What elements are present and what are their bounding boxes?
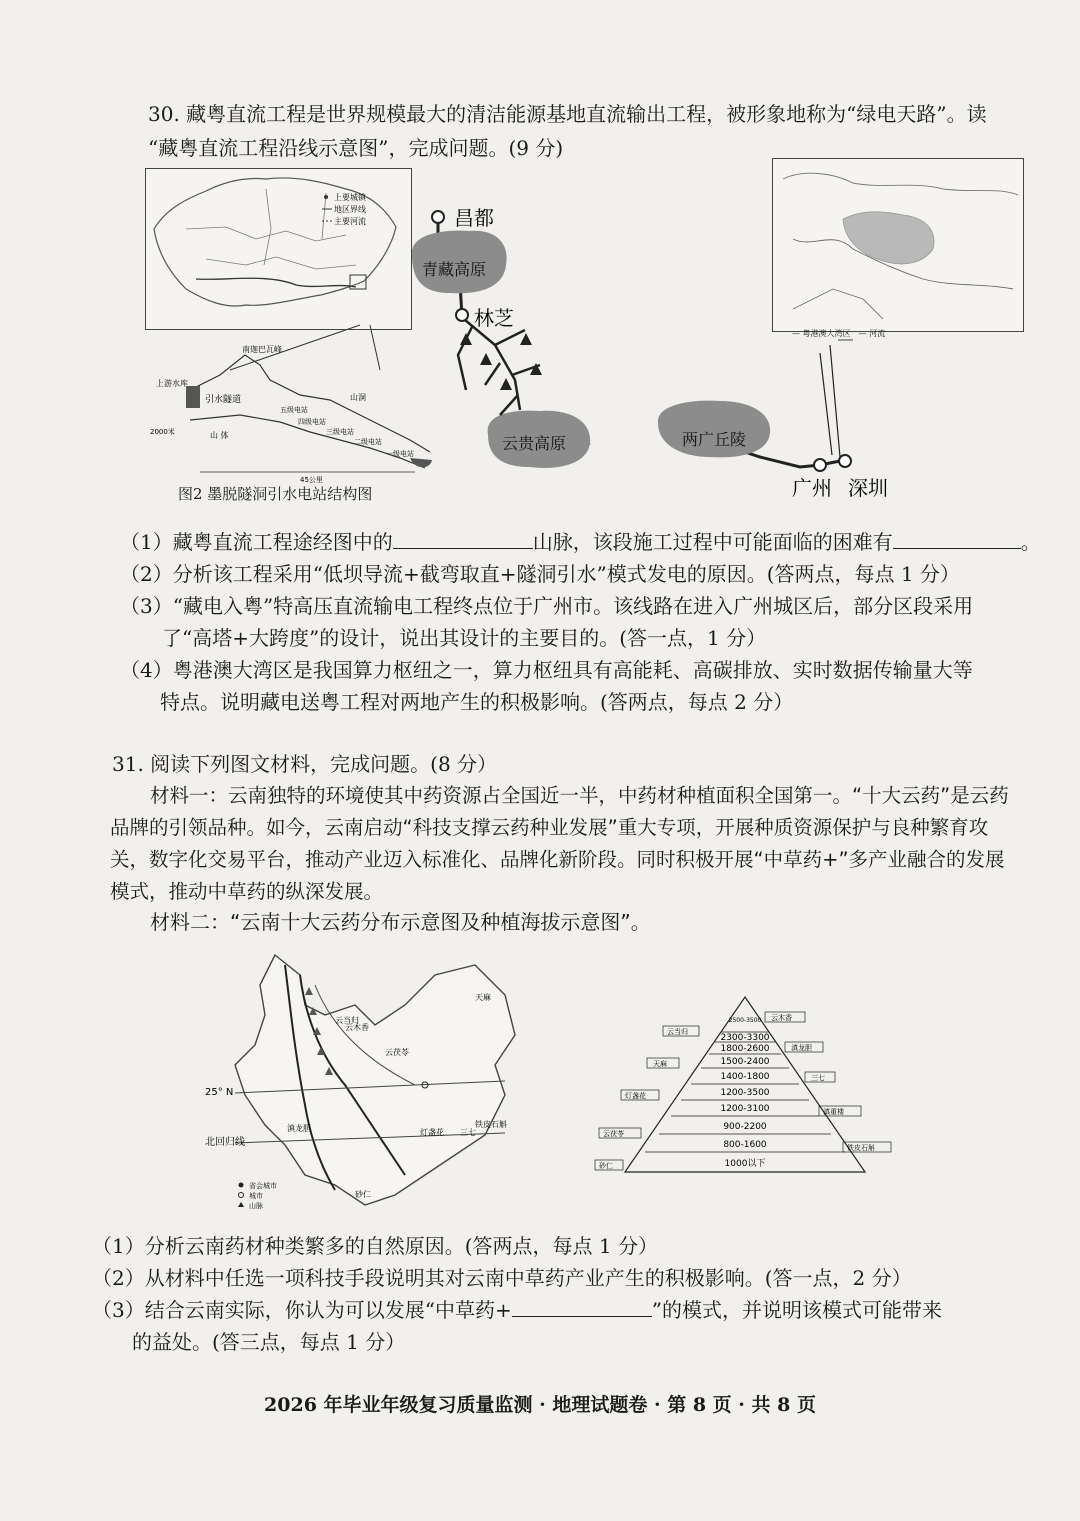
svg-text:三七: 三七 [811, 1074, 825, 1082]
svg-text:主要河流: 主要河流 [334, 217, 366, 226]
pyramid-left-labels [595, 1026, 699, 1170]
svg-text:云茯苓: 云茯苓 [385, 1048, 409, 1057]
altitude-pyramid [595, 992, 895, 1177]
pyramid-ranges [720, 1017, 769, 1169]
q31-sub3-line1: （3）结合云南实际，你认为可以发展“中草药+ ”的模式，并说明该模式可能带来 [92, 1294, 942, 1326]
svg-text:1500-2400: 1500-2400 [720, 1057, 770, 1067]
q30-sub4-line2: 特点。说明藏电送粤工程对两地产生的积极影响。(答两点，每点 2 分） [160, 690, 794, 714]
fig2-caption: 图2 墨脱隧洞引水电站结构图 [178, 485, 373, 503]
q30-sub1: （1）藏粤直流工程途经图中的 山脉，该段施工过程中可能面临的困难有 。 [120, 526, 1041, 558]
q30-sub2: （2）分析该工程采用“低坝导流+截弯取直+隧洞引水”模式发电的原因。(答两点，每点 1 分） [120, 562, 960, 586]
svg-text:25° N: 25° N [205, 1087, 234, 1098]
q30-sub4-line1: （4）粤港澳大湾区是我国算力枢纽之一，算力枢纽具有高能耗、高碳排放、实时数据传输量大等 [120, 658, 973, 682]
svg-text:45公里: 45公里 [300, 476, 323, 484]
pyramid-right-labels [765, 1012, 891, 1152]
svg-text:铁皮石斛: 铁皮石斛 [475, 1120, 507, 1129]
svg-text:800-1600: 800-1600 [723, 1140, 767, 1150]
label-yungui: 云贵高原 [502, 434, 567, 453]
svg-text:1000以下: 1000以下 [724, 1159, 766, 1169]
svg-text:三级电站: 三级电站 [326, 428, 354, 436]
q31-sub1: （1）分析云南药材种类繁多的自然原因。(答两点，每点 1 分） [92, 1234, 658, 1258]
svg-text:天麻: 天麻 [653, 1060, 667, 1068]
q31-sub3-line2: 的益处。(答三点，每点 1 分） [132, 1330, 406, 1354]
svg-text:引水隧道: 引水隧道 [205, 395, 242, 405]
svg-text:山脉: 山脉 [249, 1202, 263, 1210]
q30-stem-line2: “藏粤直流工程沿线示意图”，完成问题。(9 分) [148, 136, 564, 160]
svg-text:2500-3500: 2500-3500 [728, 1017, 762, 1024]
label-qinghai: 青藏高原 [422, 260, 487, 279]
q31-stem: 31. 阅读下列图文材料，完成问题。(8 分） [112, 752, 498, 776]
svg-text:五级电站: 五级电站 [280, 406, 308, 414]
q31-material2: 材料二：“云南十大云药分布示意图及种植海拔示意图”。 [150, 910, 651, 934]
svg-text:砂仁: 砂仁 [599, 1162, 613, 1170]
svg-text:地区界线: 地区界线 [334, 205, 366, 214]
route-diagram [400, 195, 888, 505]
gd-legend: — 粤港澳大湾区 — 河流 [792, 329, 886, 338]
q30-sub3-line2: 了“高塔+大跨度”的设计，说出其设计的主要目的。(答一点，1 分） [162, 626, 767, 650]
svg-text:1200-3500: 1200-3500 [720, 1088, 770, 1098]
svg-text:山 体: 山 体 [210, 431, 229, 440]
svg-text:2000米: 2000米 [150, 428, 175, 436]
tibet-map [145, 168, 412, 330]
answer-blank-1[interactable] [393, 526, 533, 549]
svg-text:城市: 城市 [249, 1192, 263, 1200]
svg-text:天麻: 天麻 [475, 993, 491, 1002]
svg-text:2300-3300: 2300-3300 [720, 1033, 770, 1043]
q30-sub3-line1: （3）“藏电入粤”特高压直流输电工程终点位于广州市。该线路在进入广州城区后，部分区段采用 [120, 594, 974, 618]
svg-text:灯盏花: 灯盏花 [420, 1128, 444, 1137]
q31-material1: 材料一：云南独特的环境使其中药资源占全国近一半，中药材种植面积全国第一。“十大云药”是云药品牌的引领品种。如今，云南启动“科技支撑云药种业发展”重大专项，开展种质资源保护与良种繁育攻关，数字化交易平台，推动产业迈入标准化、品牌化新阶段。同时积极开展“中草药+”多产业融合的发展模式，推动中草药的纵深发展。 [110, 784, 1009, 903]
svg-text:900-2200: 900-2200 [723, 1122, 767, 1132]
river-branches [458, 320, 540, 415]
tibet-legend [322, 192, 367, 226]
svg-text:滇重楼: 滇重楼 [823, 1108, 844, 1116]
svg-text:1800-2600: 1800-2600 [720, 1044, 770, 1054]
svg-text:二级电站: 二级电站 [354, 438, 382, 446]
label-shenzhen: 深圳 [848, 476, 888, 500]
svg-text:云木香: 云木香 [345, 1023, 369, 1032]
label-liangguang: 两广丘陵 [682, 430, 747, 449]
answer-blank-3[interactable] [512, 1294, 652, 1317]
svg-text:滇龙胆: 滇龙胆 [791, 1044, 812, 1052]
page-footer: 2026 年毕业年级复习质量监测 · 地理试题卷 · 第 8 页 · 共 8 页 [264, 1394, 816, 1416]
svg-text:灯盏花: 灯盏花 [625, 1092, 646, 1100]
label-linzhi: 林芝 [474, 306, 514, 330]
svg-text:云茯苓: 云茯苓 [603, 1130, 624, 1138]
svg-text:云当归: 云当归 [667, 1028, 688, 1036]
label-changdu: 昌都 [454, 206, 494, 230]
q31-sub2: （2）从材料中任选一项科技手段说明其对云南中草药产业产生的积极影响。(答一点，2 分） [92, 1266, 912, 1290]
svg-text:一级电站: 一级电站 [386, 450, 414, 458]
svg-text:四级电站: 四级电站 [298, 418, 326, 426]
svg-text:1400-1800: 1400-1800 [720, 1072, 770, 1082]
yunnan-legend [238, 1181, 277, 1210]
answer-blank-2[interactable] [893, 526, 1021, 549]
svg-text:上游水库: 上游水库 [156, 379, 188, 388]
label-guangzhou: 广州 [792, 476, 832, 500]
svg-text:砂仁: 砂仁 [355, 1190, 371, 1199]
svg-text:云木香: 云木香 [771, 1014, 792, 1022]
svg-text:北回归线: 北回归线 [205, 1137, 245, 1148]
svg-text:南迦巴瓦峰: 南迦巴瓦峰 [242, 345, 282, 354]
svg-text:铁皮石斛: 铁皮石斛 [847, 1144, 875, 1152]
svg-text:三七: 三七 [460, 1128, 476, 1137]
svg-text:1200-3100: 1200-3100 [720, 1104, 770, 1114]
svg-text:上要城镇: 上要城镇 [334, 193, 366, 202]
svg-text:滇龙胆: 滇龙胆 [287, 1124, 311, 1133]
yunnan-map [205, 945, 535, 1215]
q30-stem-line1: 30. 藏粤直流工程是世界规模最大的清洁能源基地直流输出工程，被形象地称为“绿电天路”。读 [148, 102, 987, 126]
svg-text:云当归: 云当归 [335, 1016, 359, 1025]
svg-text:省会城市: 省会城市 [249, 1182, 277, 1190]
svg-text:山洞: 山洞 [350, 393, 366, 402]
